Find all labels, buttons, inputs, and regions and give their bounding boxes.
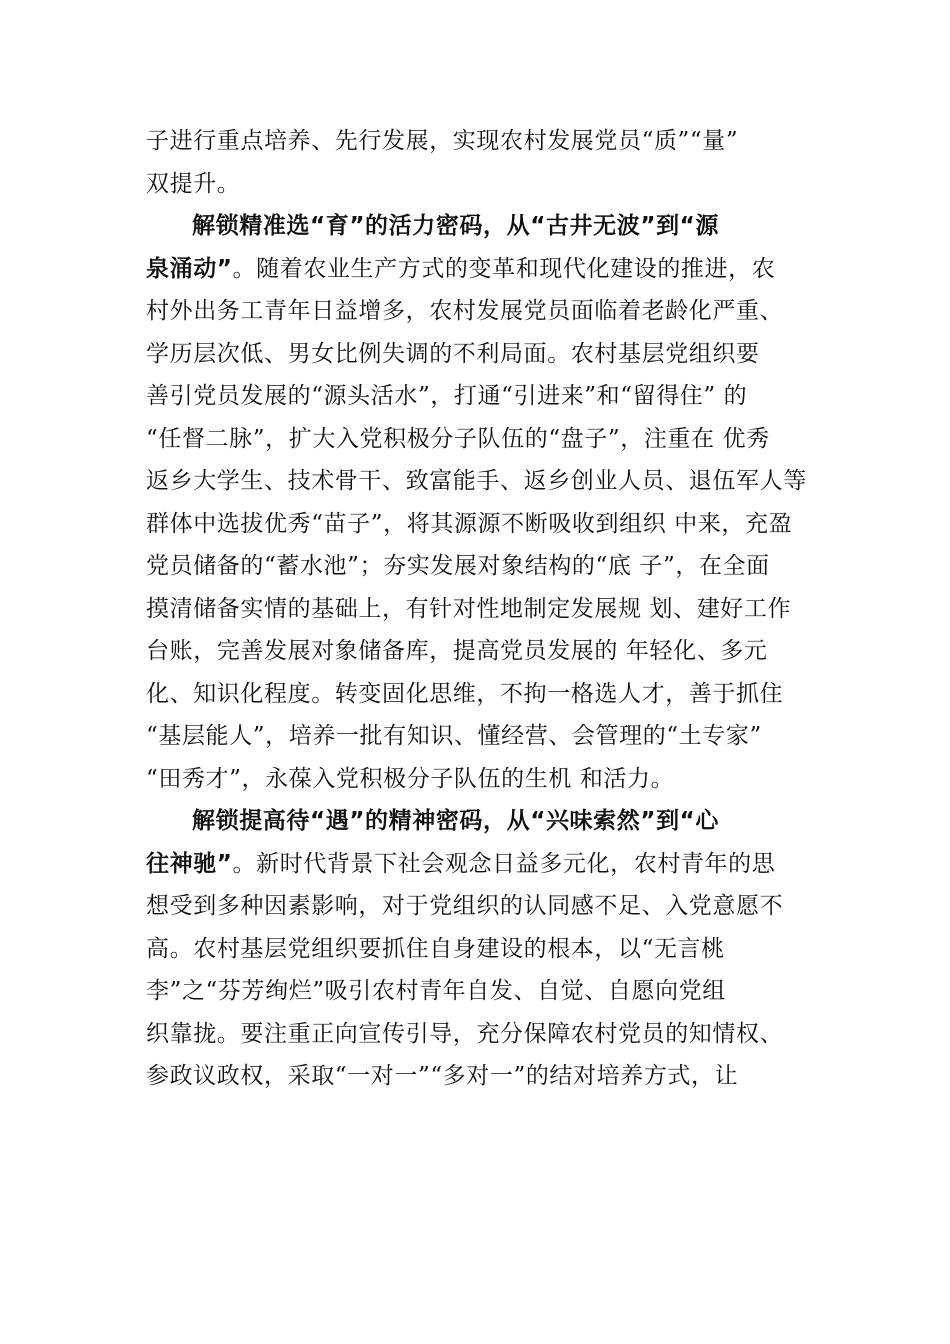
text-line bbox=[146, 545, 836, 588]
text-line bbox=[146, 248, 836, 291]
text-line bbox=[146, 673, 836, 716]
line-text: 群体中选拔优秀“苗子”，将其源源不断吸收到组织 中来，充盈 bbox=[146, 510, 793, 537]
paragraph-heading: 解锁提高待“遇”的精神密码，从“兴味索然”到“心 bbox=[192, 808, 719, 834]
text-line bbox=[146, 1013, 836, 1056]
text-line bbox=[146, 588, 836, 631]
line-text: 子进行重点培养、先行发展，实现农村发展党员“质”“量” bbox=[146, 128, 739, 154]
text-line bbox=[146, 800, 836, 843]
line-text: 织靠拢。要注重正向宣传引导，充分保障农村党员的知情权、 bbox=[146, 1020, 784, 1047]
line-text: 村外出务工青年日益增多，农村发展党员面临着老龄化严重、 bbox=[146, 298, 784, 324]
text-line bbox=[146, 418, 836, 461]
line-text: 化、知识化程度。转变固化思维，不拘一格选人才，善于抓住 bbox=[146, 680, 784, 707]
document-body bbox=[146, 120, 836, 1098]
line-text: 。随着农业生产方式的变革和现代化建设的推进，农 bbox=[232, 255, 776, 282]
line-text: 高。农村基层党组织要抓住自身建设的根本，以“无言桃 bbox=[146, 935, 725, 962]
line-text: 台账，完善发展对象储备库，提高党员发展的 年轻化、多元 bbox=[146, 638, 768, 664]
paragraph-heading: 解锁精准选“育”的活力密码，从“古井无波”到“源 bbox=[192, 213, 719, 239]
paragraph-continuation bbox=[146, 120, 836, 205]
text-line bbox=[146, 1055, 836, 1098]
text-line bbox=[146, 885, 836, 928]
line-text: 想受到多种因素影响，对于党组织的认同感不足、入党意愿不 bbox=[146, 893, 784, 919]
line-text: 。新时代背景下社会观念日益多元化，农村青年的思 bbox=[232, 850, 776, 877]
text-line bbox=[146, 503, 836, 546]
line-text: “任督二脉”，扩大入党积极分子队伍的“盘子”，注重在 优秀 bbox=[146, 425, 770, 452]
paragraph-heading: 泉涌动” bbox=[146, 255, 233, 282]
line-text: “基层能人”，培养一批有知识、懂经营、会管理的“土专家” bbox=[146, 723, 762, 749]
text-line bbox=[146, 120, 836, 163]
text-line bbox=[146, 290, 836, 333]
text-line bbox=[146, 970, 836, 1013]
paragraph-heading: 往神驰” bbox=[146, 850, 233, 877]
line-text: 党员储备的“蓄水池”；夯实发展对象结构的“底 子”，在全面 bbox=[146, 553, 770, 579]
line-text: 参政议政权，采取“一对一”“多对一”的结对培养方式，让 bbox=[146, 1063, 739, 1089]
line-text: 善引党员发展的“源头活水”，打通“引进来”和“留得住” 的 bbox=[146, 383, 748, 409]
line-text: 返乡大学生、技术骨干、致富能手、返乡创业人员、退伍军人等 bbox=[146, 468, 807, 494]
text-line bbox=[146, 715, 836, 758]
paragraph-yu-treatment bbox=[146, 800, 836, 1098]
line-text: “田秀才”，永葆入党积极分子队伍的生机 和活力。 bbox=[146, 765, 675, 792]
text-line bbox=[146, 163, 836, 206]
text-line bbox=[146, 928, 836, 971]
line-text: 摸清储备实情的基础上，有针对性地制定发展规 划、建好工作 bbox=[146, 595, 792, 622]
text-line bbox=[146, 630, 836, 673]
text-line bbox=[146, 460, 836, 503]
line-text: 双提升。 bbox=[146, 170, 241, 197]
text-line bbox=[146, 205, 836, 248]
text-line bbox=[146, 758, 836, 801]
line-text: 李”之“芬芳绚烂”吸引农村青年自发、自觉、自愿向党组 bbox=[146, 978, 726, 1004]
text-line bbox=[146, 333, 836, 376]
text-line bbox=[146, 375, 836, 418]
paragraph-yu bbox=[146, 205, 836, 800]
text-line bbox=[146, 843, 836, 886]
line-text: 学历层次低、男女比例失调的不利局面。农村基层党组织要 bbox=[146, 340, 760, 367]
